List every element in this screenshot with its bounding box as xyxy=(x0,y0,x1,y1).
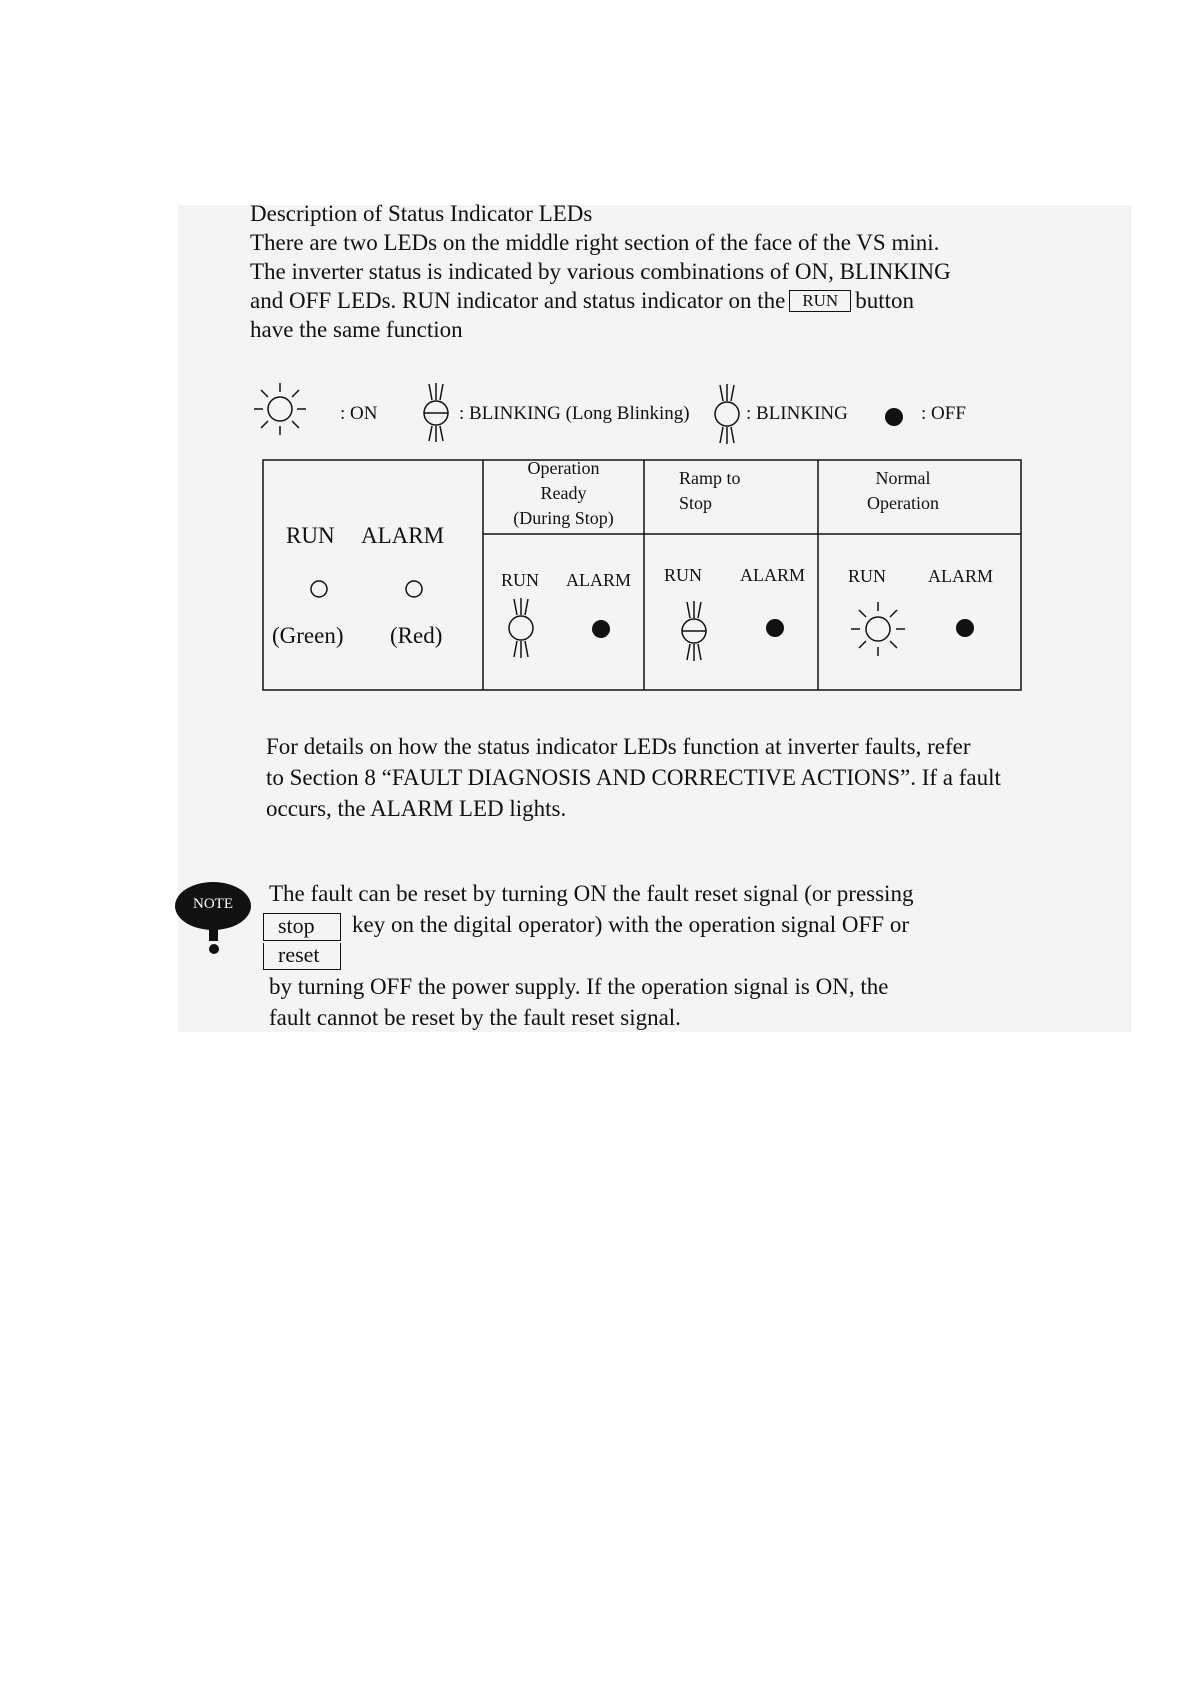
note-line-1: The fault can be reset by turning ON the fault reset signal (or pressing xyxy=(269,881,914,906)
note-line-2: key on the digital operator) with the operation signal OFF or xyxy=(352,912,909,937)
note-line-4: fault cannot be reset by the fault reset signal. xyxy=(269,1005,681,1030)
col2-run-label: RUN xyxy=(664,565,703,585)
intro-line-3-start: and OFF LEDs. RUN indicator and status indicator on the xyxy=(250,288,786,313)
details-line-2: to Section 8 “FAULT DIAGNOSIS AND CORRECTIVE ACTIONS”. If a fault xyxy=(266,765,1001,790)
col3-alarm-off-icon xyxy=(956,619,974,637)
reset-key-label: reset xyxy=(263,943,341,970)
col3-alarm-label: ALARM xyxy=(928,566,994,586)
legend-blinking-label: : BLINKING xyxy=(746,403,848,424)
col3-header xyxy=(818,466,988,516)
section-title: Description of Status Indicator LEDs xyxy=(250,201,593,226)
table-red-label: (Red) xyxy=(390,623,443,648)
run-led-icon xyxy=(311,581,327,597)
table-alarm-label: ALARM xyxy=(361,523,445,548)
details-line-1: For details on how the status indicator LEDs function at inverter faults, refer xyxy=(266,734,971,759)
table-run-label: RUN xyxy=(286,523,335,548)
col2-alarm-label: ALARM xyxy=(740,565,806,585)
col1-header-line-1: Operation xyxy=(527,458,600,478)
col2-run-long-blinking-icon xyxy=(682,601,706,661)
col3-header-line-1: Normal xyxy=(875,468,931,488)
intro-line-3-end: button xyxy=(855,288,914,313)
note-line-3: by turning OFF the power supply. If the operation signal is ON, the xyxy=(269,974,889,999)
col3-run-on-icon xyxy=(851,602,905,656)
note-badge-label: NOTE xyxy=(193,896,233,912)
intro-line-1: There are two LEDs on the middle right section of the face of the VS mini. xyxy=(250,230,940,255)
col1-header xyxy=(483,456,644,531)
run-key-label: RUN xyxy=(789,290,851,312)
col3-run-label: RUN xyxy=(848,566,887,586)
col1-header-line-3: (During Stop) xyxy=(513,508,614,528)
legend-off-label: : OFF xyxy=(921,403,966,424)
note-icon xyxy=(175,882,251,954)
col2-header xyxy=(679,466,751,516)
col3-header-line-2: Operation xyxy=(867,493,939,513)
legend-on-icon xyxy=(254,383,306,435)
col1-alarm-label: ALARM xyxy=(566,570,632,590)
col2-header-line-1: Ramp to xyxy=(679,468,741,488)
table-green-label: (Green) xyxy=(272,623,344,648)
intro-line-2: The inverter status is indicated by various combinations of ON, BLINKING xyxy=(250,259,951,284)
legend-off-icon xyxy=(885,408,903,426)
col1-alarm-off-icon xyxy=(592,620,610,638)
alarm-led-icon xyxy=(406,581,422,597)
intro-line-4: have the same function xyxy=(250,317,463,342)
col2-alarm-off-icon xyxy=(766,619,784,637)
col1-run-label: RUN xyxy=(501,570,540,590)
legend-blinking-icon xyxy=(715,384,739,444)
legend-on-label: : ON xyxy=(340,403,378,424)
col1-header-line-2: Ready xyxy=(540,483,587,503)
stop-key-label: stop xyxy=(263,913,341,941)
legend-long-blinking-label: : BLINKING (Long Blinking) xyxy=(459,403,690,424)
col1-run-blinking-icon xyxy=(509,598,533,658)
details-line-3: occurs, the ALARM LED lights. xyxy=(266,796,567,821)
col2-header-line-2: Stop xyxy=(679,493,713,513)
legend-long-blinking-icon xyxy=(424,383,448,442)
